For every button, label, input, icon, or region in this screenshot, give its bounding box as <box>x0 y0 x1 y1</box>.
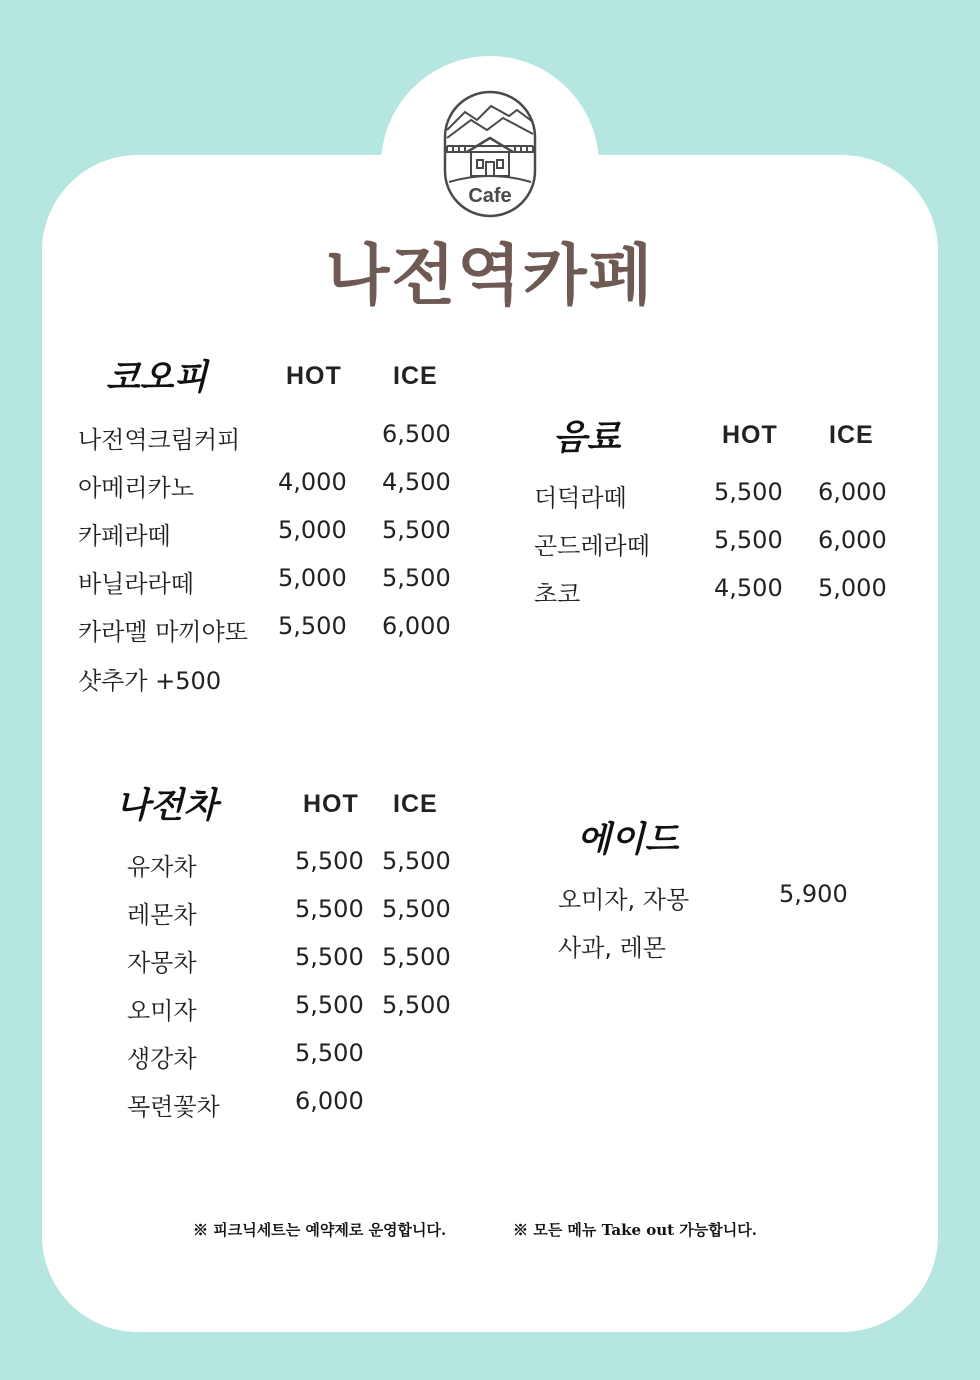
menu-item-hot-price: 5,500 <box>714 526 783 554</box>
coffee-list <box>78 420 478 700</box>
footer-note-picnic: ※ 피크닉세트는 예약제로 운영합니다. <box>193 1221 447 1239</box>
menu-item-hot-price: 6,000 <box>295 1087 364 1115</box>
coffee-hot-header: HOT <box>286 362 342 390</box>
tea-list <box>127 847 477 1147</box>
menu-item-name: 아메리카노 <box>78 474 194 502</box>
drinks-ice-header: ICE <box>829 421 874 449</box>
menu-item-hot-price: 5,500 <box>714 478 783 506</box>
menu-item-ice-price: 5,500 <box>382 991 451 1019</box>
ade-section-title: 에이드 <box>577 819 679 860</box>
menu-item-ice-price: 6,500 <box>382 420 451 448</box>
menu-item-ice-price: 6,000 <box>382 612 451 640</box>
menu-item-name: 카라멜 마끼야또 <box>78 618 248 646</box>
menu-item-name: 바닐라라떼 <box>78 570 194 598</box>
drinks-section-title: 음료 <box>553 417 621 458</box>
menu-item-ice-price: 5,500 <box>382 564 451 592</box>
menu-item-hot-price: 5,500 <box>278 612 347 640</box>
menu-item-name: 곤드레라떼 <box>534 532 650 560</box>
coffee-section-title: 코오피 <box>106 357 208 398</box>
menu-item-hot-price: 5,500 <box>295 895 364 923</box>
menu-item-name: 자몽차 <box>127 949 197 977</box>
menu-item-ice-price: 4,500 <box>382 468 451 496</box>
menu-item-ice-price: 5,000 <box>818 574 887 602</box>
menu-item-name: 생강차 <box>127 1045 197 1073</box>
menu-item-name: 오미자 <box>127 997 197 1025</box>
ade-item-name: 사과, 레몬 <box>558 934 666 962</box>
menu-item-hot-price: 5,000 <box>278 564 347 592</box>
logo-text: Cafe <box>468 185 512 207</box>
menu-item-hot-price: 5,000 <box>278 516 347 544</box>
menu-item-name: 레몬차 <box>127 901 197 929</box>
menu-item-name: 카페라떼 <box>78 522 171 550</box>
tea-section-title: 나전차 <box>116 785 218 826</box>
menu-item-name: 초코 <box>534 580 581 608</box>
menu-item-ice-price: 5,500 <box>382 895 451 923</box>
menu-item-hot-price: 5,500 <box>295 991 364 1019</box>
menu-item-ice-price: 5,500 <box>382 943 451 971</box>
ade-item-name: 오미자, 자몽 <box>558 886 690 914</box>
menu-item-hot-price: 5,500 <box>295 943 364 971</box>
tea-ice-header: ICE <box>393 790 438 818</box>
menu-item-ice-price: 5,500 <box>382 847 451 875</box>
menu-item-name: 더덕라떼 <box>534 484 627 512</box>
shop-title: 나전역카페 <box>325 237 655 314</box>
menu-item-hot-price: 4,000 <box>278 468 347 496</box>
menu-item-name: 나전역크림커피 <box>78 426 241 454</box>
drinks-list <box>534 478 914 628</box>
footer-note-takeout: ※ 모든 메뉴 Take out 가능합니다. <box>513 1221 757 1239</box>
menu-item-ice-price: 6,000 <box>818 526 887 554</box>
cafe-logo-icon <box>443 90 537 220</box>
ade-list <box>558 880 878 980</box>
menu-item-hot-price: 4,500 <box>714 574 783 602</box>
menu-item-name: 유자차 <box>127 853 197 881</box>
menu-item-ice-price: 5,500 <box>382 516 451 544</box>
tea-hot-header: HOT <box>303 790 359 818</box>
coffee-extra-shot: 샷추가 +500 <box>78 667 222 695</box>
ade-item-price: 5,900 <box>779 880 848 908</box>
drinks-hot-header: HOT <box>722 421 778 449</box>
menu-item-name: 목련꽃차 <box>127 1093 220 1121</box>
menu-item-hot-price: 5,500 <box>295 847 364 875</box>
menu-item-ice-price: 6,000 <box>818 478 887 506</box>
menu-item-hot-price: 5,500 <box>295 1039 364 1067</box>
coffee-ice-header: ICE <box>393 362 438 390</box>
menu-card <box>42 155 938 1332</box>
